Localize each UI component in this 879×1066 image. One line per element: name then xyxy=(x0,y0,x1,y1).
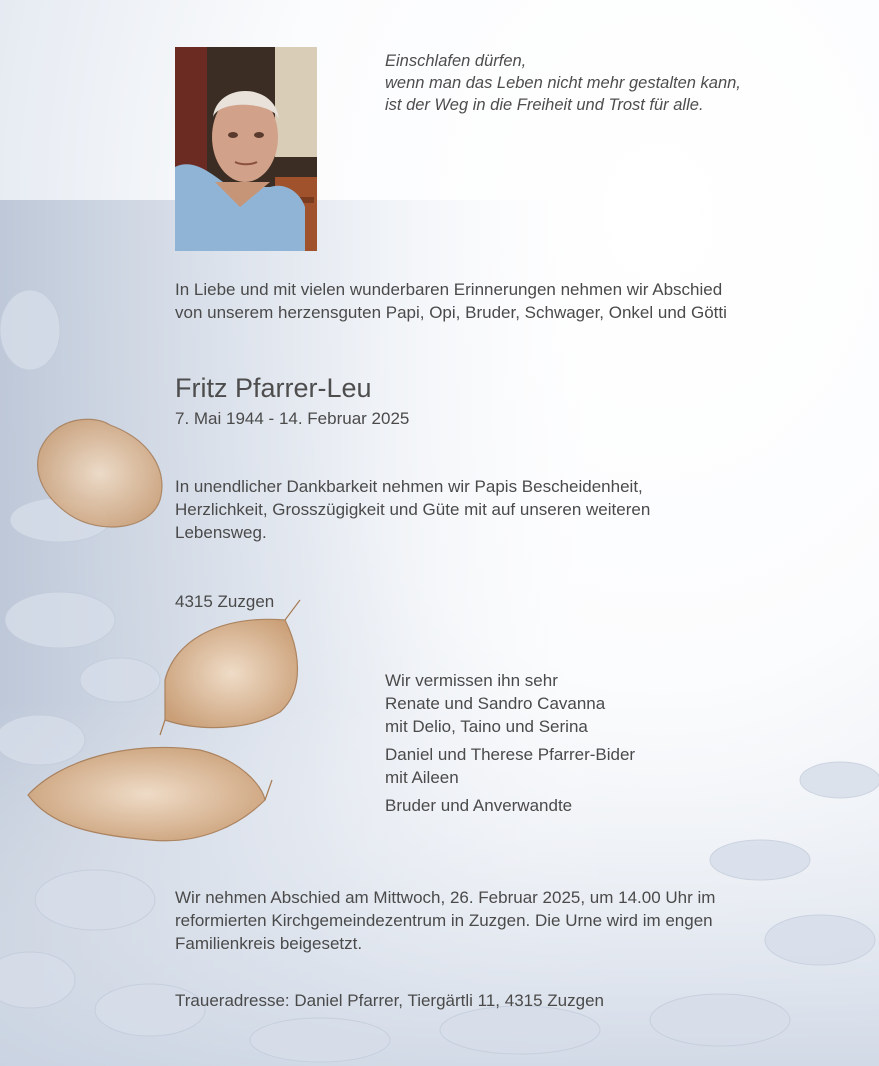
intro-text xyxy=(175,278,855,324)
mourner-line: Daniel und Therese Pfarrer-Bider xyxy=(385,745,636,764)
mourner-others: Bruder und Anverwandte xyxy=(385,796,573,815)
place-of-residence: 4315 Zuzgen xyxy=(175,592,275,611)
portrait-photo xyxy=(175,47,317,251)
gratitude-line: In unendlicher Dankbarkeit nehmen wir Papis Bescheidenheit, xyxy=(175,477,643,496)
gratitude-text xyxy=(175,475,795,544)
mourner-family xyxy=(385,743,805,789)
mourner-line: Renate und Sandro Cavanna xyxy=(385,694,606,713)
gratitude-line: Herzlichkeit, Grosszügigkeit und Güte mit auf unseren weiteren xyxy=(175,500,651,519)
mourner-line: mit Aileen xyxy=(385,768,459,787)
service-line: reformierten Kirchgemeindezentrum in Zuzgen. Die Urne wird im engen xyxy=(175,911,713,930)
service-line: Wir nehmen Abschied am Mittwoch, 26. Februar 2025, um 14.00 Uhr im xyxy=(175,888,716,907)
service-line: Familienkreis beigesetzt. xyxy=(175,934,363,953)
portrait-image xyxy=(175,47,317,251)
poem-quote xyxy=(385,50,855,116)
mourners-heading: Wir vermissen ihn sehr xyxy=(385,671,558,690)
mourning-address: Traueradresse: Daniel Pfarrer, Tiergärtli 11, 4315 Zuzgen xyxy=(175,991,604,1010)
service-details xyxy=(175,886,855,955)
mourner-family xyxy=(385,692,805,738)
deceased-name: Fritz Pfarrer-Leu xyxy=(175,373,372,403)
poem-line: wenn man das Leben nicht mehr gestalten kann, xyxy=(385,74,741,92)
mourner-line: mit Delio, Taino und Serina xyxy=(385,717,588,736)
poem-line: ist der Weg in die Freiheit und Trost für alle. xyxy=(385,96,704,114)
poem-line: Einschlafen dürfen, xyxy=(385,52,527,70)
intro-line: In Liebe und mit vielen wunderbaren Erinnerungen nehmen wir Abschied xyxy=(175,280,723,299)
life-dates: 7. Mai 1944 - 14. Februar 2025 xyxy=(175,409,410,428)
gratitude-line: Lebensweg. xyxy=(175,523,267,542)
intro-line: von unserem herzensguten Papi, Opi, Bruder, Schwager, Onkel und Götti xyxy=(175,303,727,322)
mourners-list xyxy=(385,669,805,817)
